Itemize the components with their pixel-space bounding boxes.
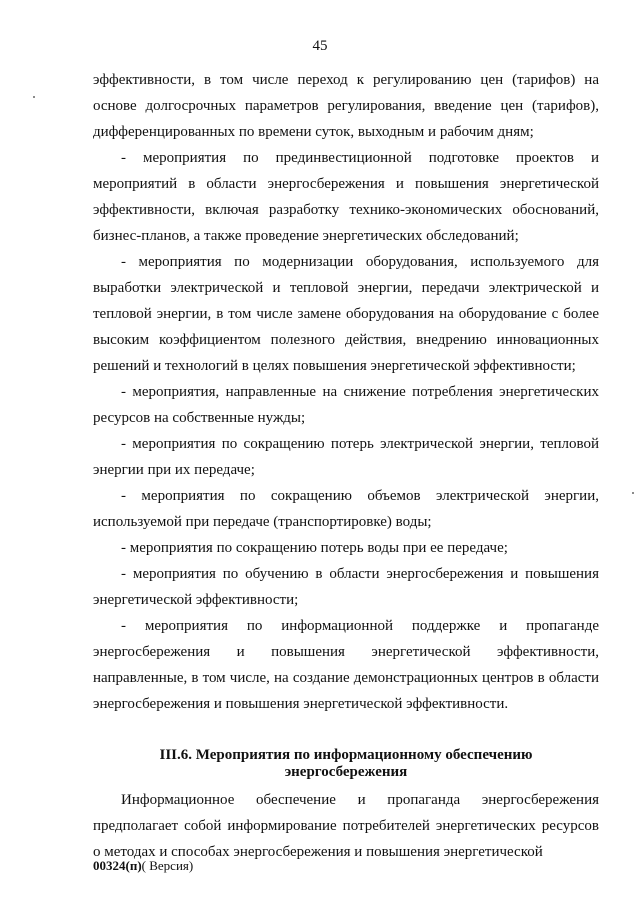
section-paragraph: Информационное обеспечение и пропаганда энергосбережения предполагает собой информирование потребителей энергетических ресурсов о методах и способах энергосбережения и повышения энергетической <box>93 792 599 860</box>
scan-speck <box>33 96 35 98</box>
list-item: - мероприятия, направленные на снижение потребления энергетических ресурсов на собственные нужды; <box>93 384 599 426</box>
document-code: 00324(п) <box>93 858 142 873</box>
section-heading: III.6. Мероприятия по информационному обеспечению энергосбережения <box>159 747 533 780</box>
list-item: - мероприятия по сокращению потерь электрической энергии, тепловой энергии при их передаче; <box>93 436 599 478</box>
footer-document-code <box>93 858 193 874</box>
scan-speck <box>632 492 634 494</box>
list-item: - мероприятия по информационной поддержке и пропаганде энергосбережения и повышения энергетической эффективности, направленные, в том числе, на создание демонстрационных центров в области энергосбережения и повышения энергетической эффективности. <box>93 618 599 712</box>
list-item: - мероприятия по сокращению потерь воды при ее передаче; <box>121 540 508 556</box>
list-item: - мероприятия по сокращению объемов электрической энергии, используемой при передаче (транспортировке) воды; <box>93 488 599 530</box>
paragraph-continuation: эффективности, в том числе переход к регулированию цен (тарифов) на основе долгосрочных параметров регулирования, введение цен (тарифов), дифференцированных по времени суток, выходным и рабочим дням; <box>93 72 599 140</box>
document-version: ( Версия) <box>141 858 194 873</box>
list-item: - мероприятия по модернизации оборудования, используемого для выработки электрической и тепловой энергии, передачи электрической и тепловой энергии, в том числе замене оборудования на оборудование с более высоким коэффициентом полезного действия, внедрению инновационных решений и технологий в целях повышения энергетической эффективности; <box>93 254 599 374</box>
document-body <box>93 67 599 865</box>
page-number: 45 <box>312 38 328 54</box>
list-item: - мероприятия по обучению в области энергосбережения и повышения энергетической эффективности; <box>93 566 599 608</box>
list-item: - мероприятия по прединвестиционной подготовке проектов и мероприятий в области энергосбережения и повышения энергетической эффективности, включая разработку технико-экономических обоснований, бизнес-планов, а также проведение энергетических обследований; <box>93 150 599 244</box>
